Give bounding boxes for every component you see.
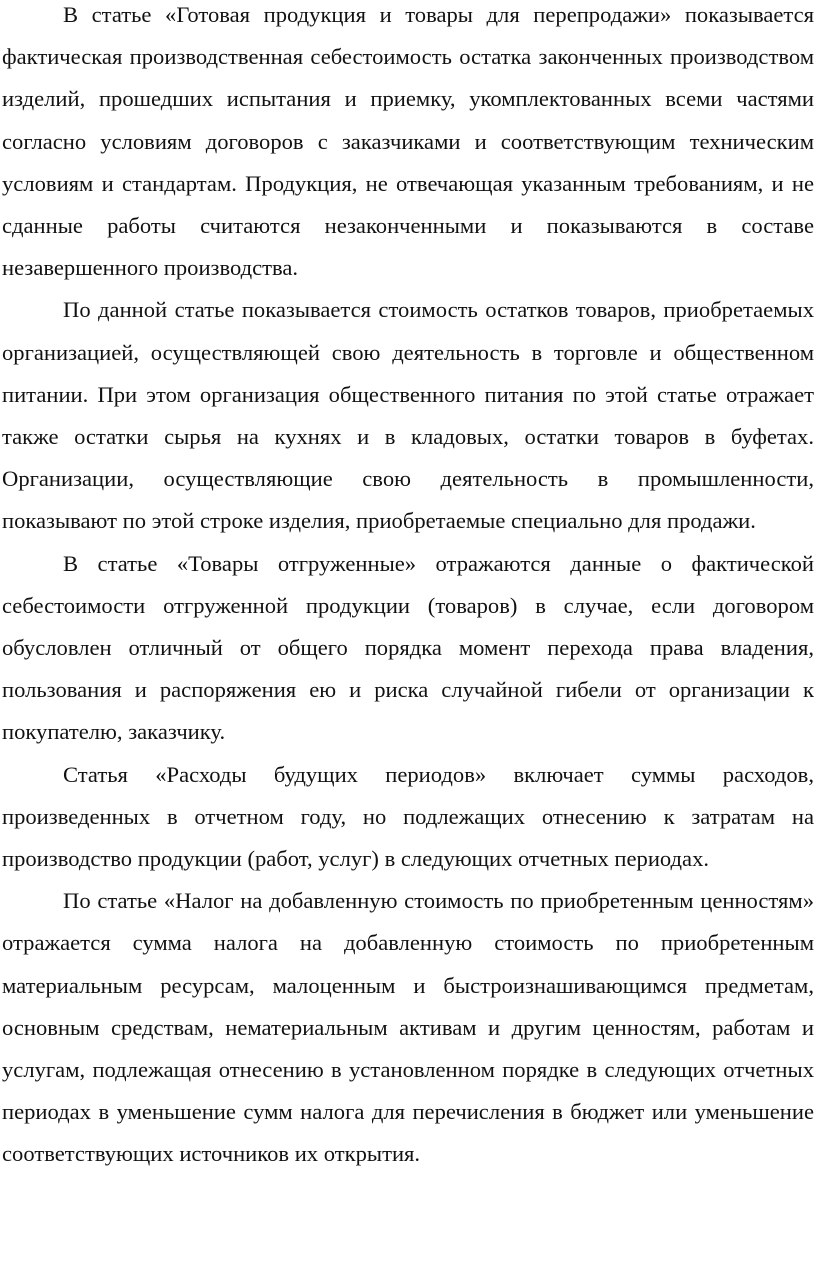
paragraph-vat-on-acquired-values: По статье «Налог на добавленную стоимость по приобретенным ценностям» отражается сумма налога на добавленную стоимость по приобретенным материальным ресурсам, малоценным и быстроизнашивающимся предметам, основным средствам, нематериальным активам и другим ценностям, работам и услугам, подлежащая отнесению в установленном порядке в следующих отчетных периодах в уменьшение сумм налога для перечисления в бюджет или уменьшение соответствующих источников их открытия. — [2, 888, 814, 1167]
paragraph-goods-shipped: В статье «Товары отгруженные» отражаются данные о фактической себестоимости отгруженной продукции (товаров) в случае, если договором обусловлен отличный от общего порядка момент перехода права владения, пользования и распоряжения ею и риска случайной гибели от организации к покупателю, заказчику. — [2, 550, 814, 745]
paragraph-goods-for-resale: По данной статье показывается стоимость остатков товаров, приобретаемых организацией, осуществляющей свою деятельность в торговле и общественном питании. При этом организация общественного питания по этой статье отражает также остатки сырья на кухнях и в кладовых, остатки товаров в буфетах. Организации, осуществляющие свою деятельность в промышленности, показывают по этой строке изделия, приобретаемые специально для продажи. — [2, 297, 814, 534]
paragraph-finished-goods: В статье «Готовая продукция и товары для перепродажи» показывается фактическая производственная себестоимость остатка законченных производством изделий, прошедших испытания и приемку, укомплектованных всеми частями согласно условиям договоров с заказчиками и соответствующим техническим условиям и стандартам. Продукция, не отвечающая указанным требованиям, и не сданные работы считаются незаконченными и показываются в составе незавершенного производства. — [2, 2, 814, 281]
paragraph-deferred-expenses: Статья «Расходы будущих периодов» включает суммы расходов, произведенных в отчетном году, но подлежащих отнесению к затратам на производство продукции (работ, услуг) в следующих отчетных периодах. — [2, 761, 814, 872]
